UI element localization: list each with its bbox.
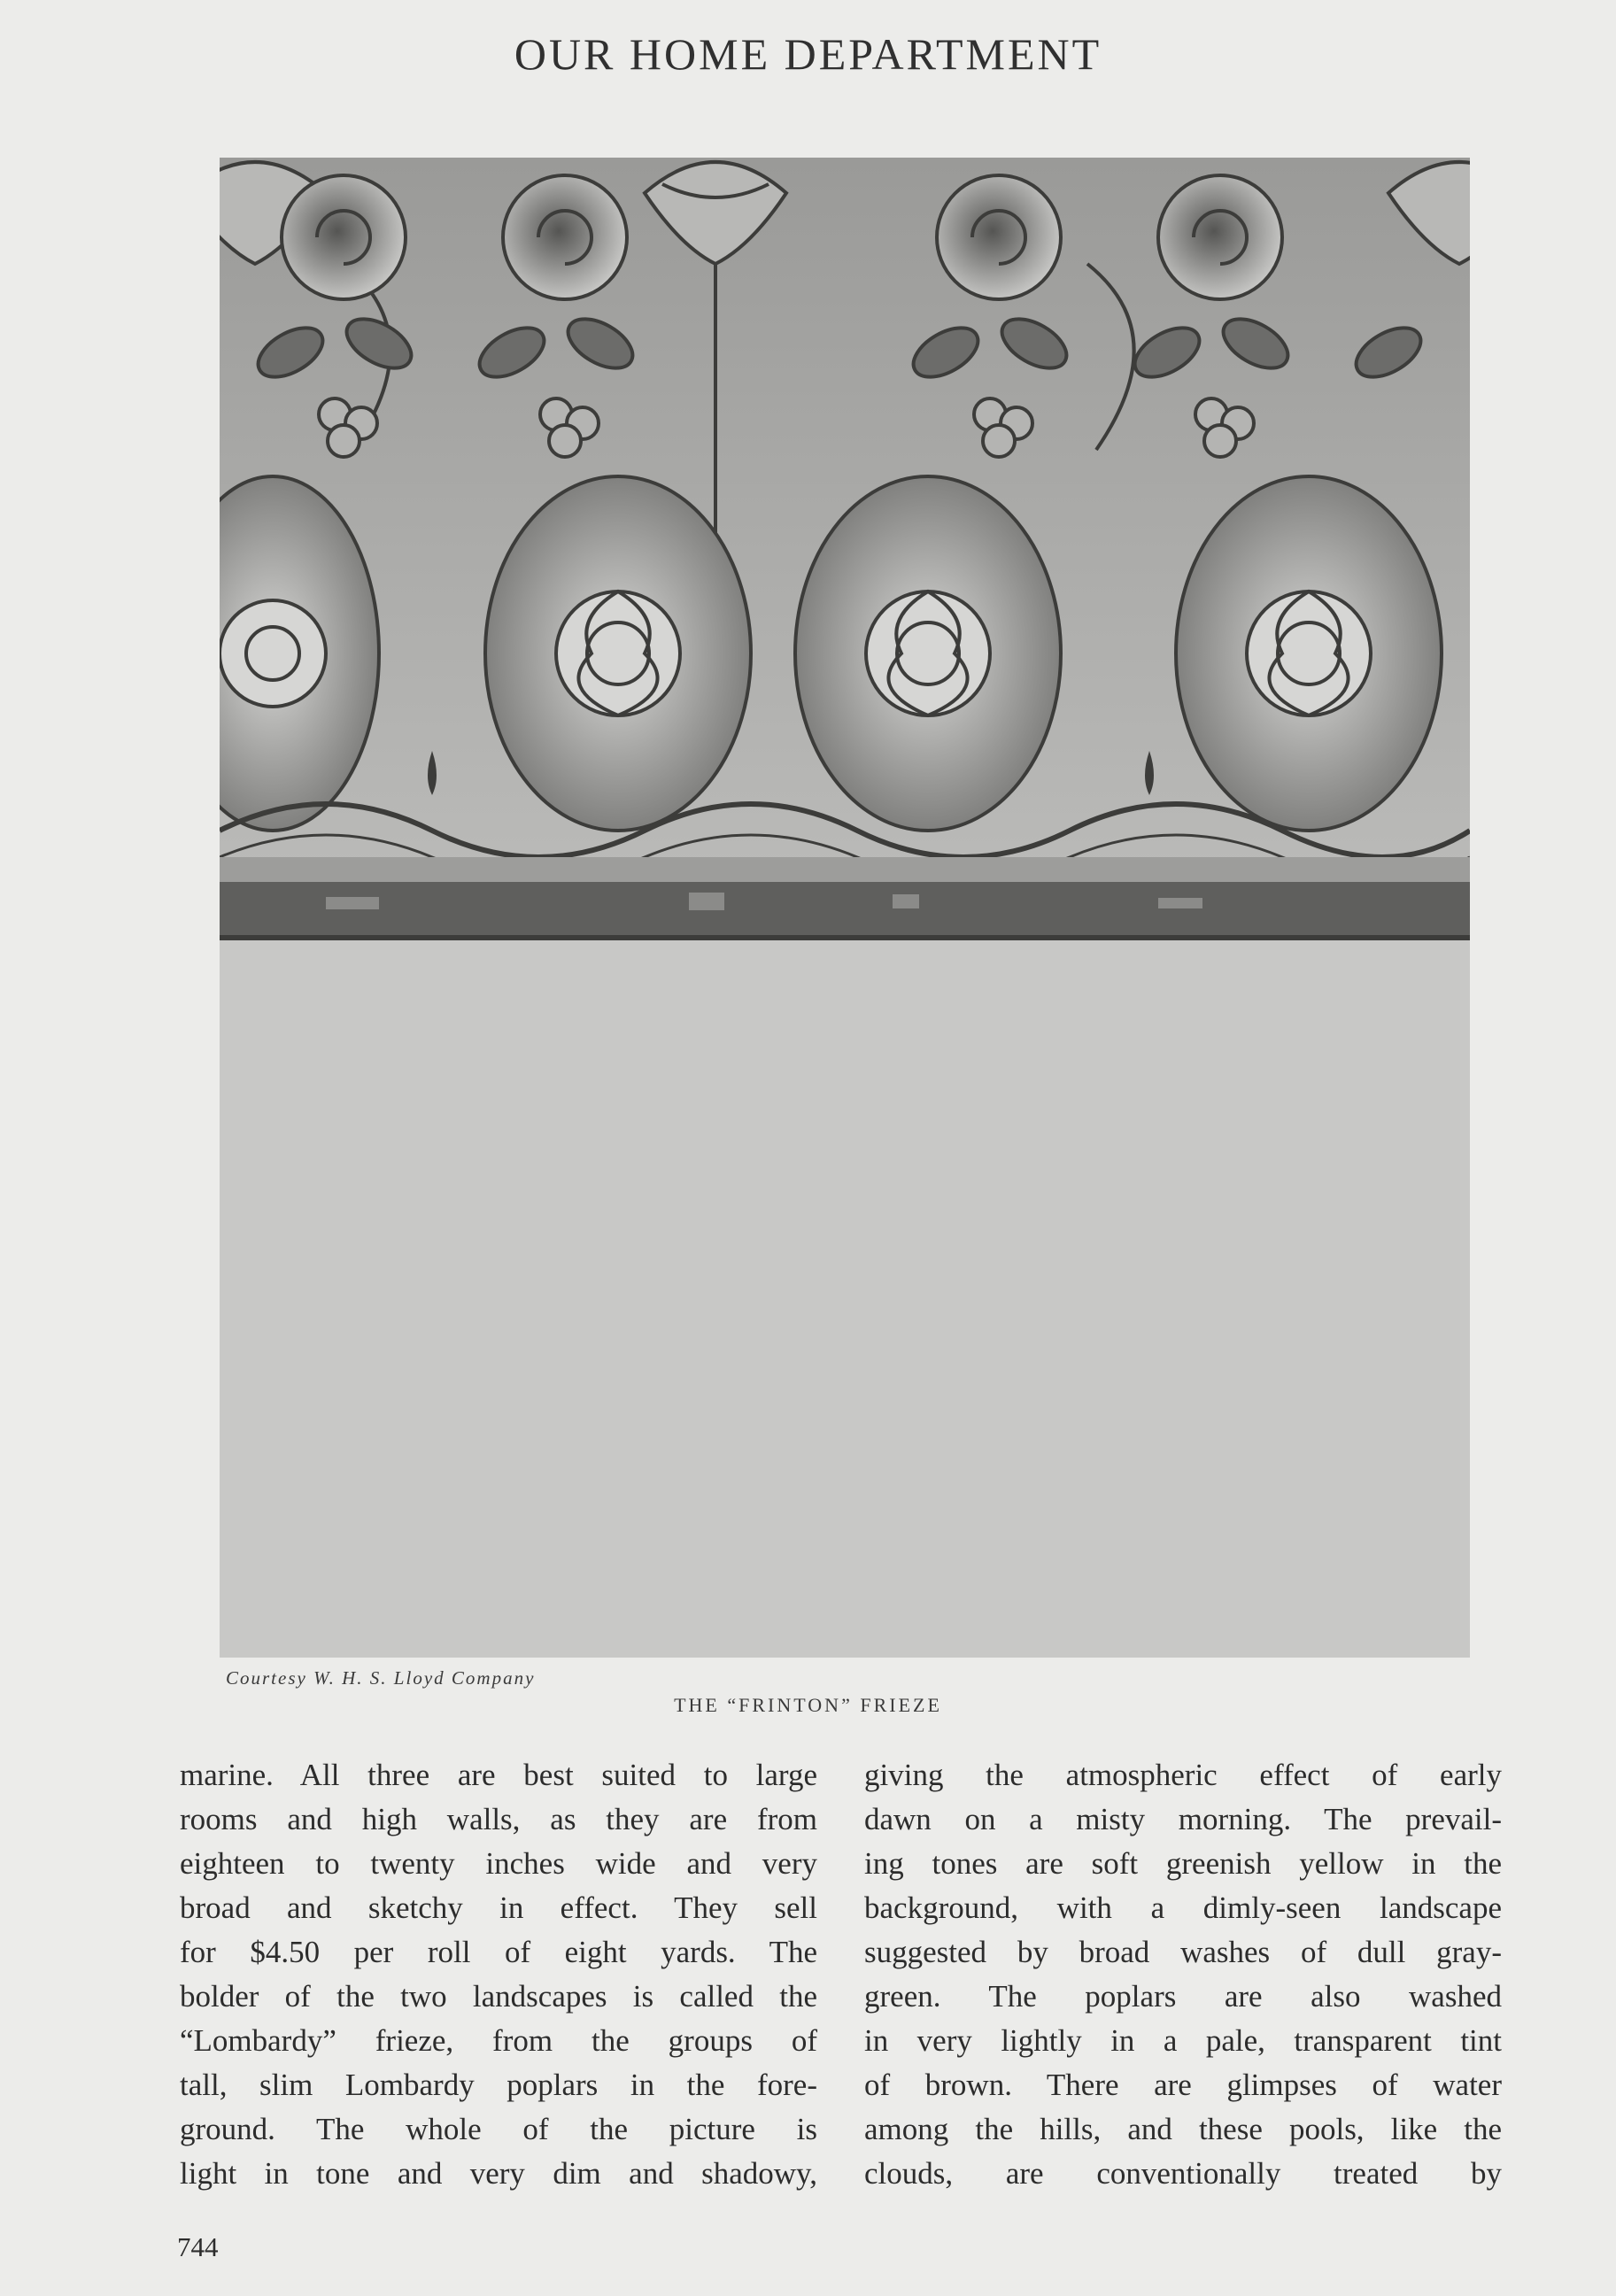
page-number: 744 <box>177 2231 219 2262</box>
text-line: dawn on a misty morning. The prevail- <box>864 1802 1502 1836</box>
text-line: clouds, are conventionally treated by <box>864 2156 1502 2191</box>
text-line: “Lombardy” frieze, from the groups of <box>180 2023 817 2058</box>
text-line: tall, slim Lombardy poplars in the fore- <box>180 2068 817 2102</box>
text-line: of brown. There are glimpses of water <box>864 2068 1502 2102</box>
text-line: giving the atmospheric effect of early <box>864 1758 1502 1792</box>
text-line: suggested by broad washes of dull gray- <box>864 1935 1502 1969</box>
text-line: broad and sketchy in effect. They sell <box>180 1890 817 1925</box>
text-line: background, with a dimly-seen landscape <box>864 1890 1502 1925</box>
photo-credit: Courtesy W. H. S. Lloyd Company <box>226 1667 536 1689</box>
text-line: rooms and high walls, as they are from <box>180 1802 817 1836</box>
figure-caption: THE “FRINTON” FRIEZE <box>674 1694 942 1716</box>
text-line: eighteen to twenty inches wide and very <box>180 1846 817 1881</box>
text-line: ground. The whole of the picture is <box>180 2112 817 2146</box>
text-line: for $4.50 per roll of eight yards. The <box>180 1935 817 1969</box>
text-line: among the hills, and these pools, like the <box>864 2112 1502 2146</box>
text-line: in very lightly in a pale, transparent tint <box>864 2023 1502 2058</box>
text-line: bolder of the two landscapes is called the <box>180 1979 817 2014</box>
text-line: marine. All three are best suited to large <box>180 1758 817 1792</box>
running-head-title: OUR HOME DEPARTMENT <box>514 29 1102 79</box>
text-line: green. The poplars are also washed <box>864 1979 1502 2014</box>
text-line: light in tone and very dim and shadowy, <box>180 2156 817 2191</box>
frieze-photograph <box>220 158 1470 1658</box>
right-text-column <box>864 1753 1502 2196</box>
left-text-column <box>180 1753 817 2196</box>
text-line: ing tones are soft greenish yellow in the <box>864 1846 1502 1881</box>
